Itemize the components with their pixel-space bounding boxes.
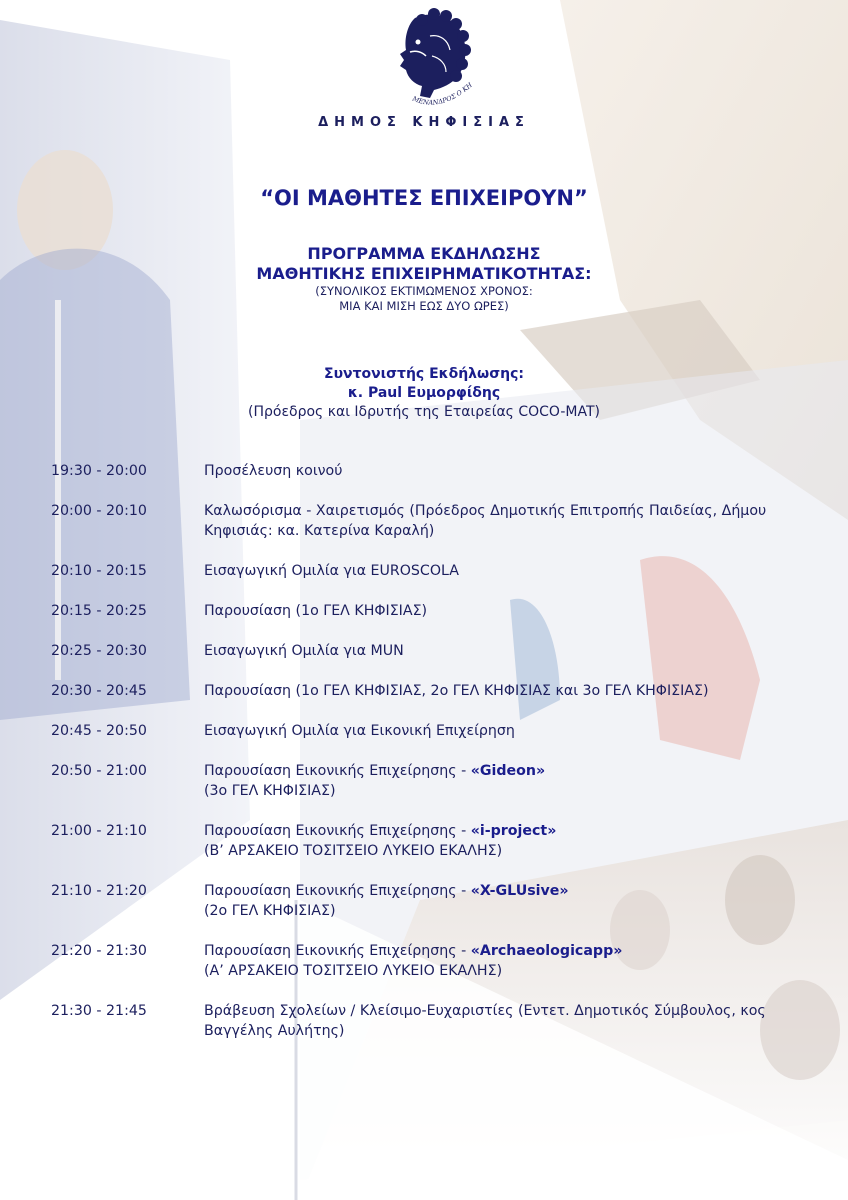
schedule-time: 20:25 - 20:30 (51, 643, 147, 659)
schedule-description: Καλωσόρισμα - Χαιρετισμός (Πρόεδρος Δημοτικής Επιτροπής Παιδείας, Δήμου Κηφισιάς: κα. Κατερίνα Καραλή) (204, 503, 767, 539)
company-name: «Gideon» (470, 763, 546, 779)
schedule-description: Εισαγωγική Ομιλία για Εικονική Επιχείρηση (204, 723, 515, 739)
schedule-row (51, 721, 811, 741)
school-name: (3ο ΓΕΛ ΚΗΦΙΣΙΑΣ) (204, 783, 336, 799)
schedule-time: 21:10 - 21:20 (51, 883, 147, 899)
schedule-time: 20:45 - 20:50 (51, 723, 147, 739)
schedule-row (51, 821, 811, 861)
schedule-description (204, 821, 811, 861)
schedule-time: 21:30 - 21:45 (51, 1003, 147, 1019)
schedule-description: Εισαγωγική Ομιλία για EUROSCOLA (204, 563, 459, 579)
schedule-time: 20:15 - 20:25 (51, 603, 147, 619)
company-name: «Archaeologicapp» (470, 943, 623, 959)
schedule-time: 21:00 - 21:10 (51, 823, 147, 839)
program-line-1: ΠΡΟΓΡΑΜΜΑ ΕΚΔΗΛΩΣΗΣ (307, 244, 541, 263)
duration-note-2: ΜΙΑ ΚΑΙ ΜΙΣΗ ΕΩΣ ΔΥΟ ΩΡΕΣ) (339, 299, 509, 313)
schedule-time: 20:30 - 20:45 (51, 683, 147, 699)
schedule-description: Εισαγωγική Ομιλία για MUN (204, 643, 404, 659)
school-name: (Β’ ΑΡΣΑΚΕΙΟ ΤΟΣΙΤΣΕΙΟ ΛΥΚΕΙΟ ΕΚΑΛΗΣ) (204, 843, 503, 859)
schedule-time: 20:00 - 20:10 (51, 503, 147, 519)
duration-note-1: (ΣΥΝΟΛΙΚΟΣ ΕΚΤΙΜΩΜΕΝΟΣ ΧΡΟΝΟΣ: (315, 284, 533, 298)
coordinator-role: (Πρόεδρος και Ιδρυτής της Εταιρείας COCO-MAT) (248, 404, 600, 420)
school-name: (Α’ ΑΡΣΑΚΕΙΟ ΤΟΣΙΤΣΕΙΟ ΛΥΚΕΙΟ ΕΚΑΛΗΣ) (204, 963, 503, 979)
event-title: “ΟΙ ΜΑΘΗΤΕΣ ΕΠΙΧΕΙΡΟΥΝ” (260, 186, 588, 210)
schedule-time: 21:20 - 21:30 (51, 943, 147, 959)
school-name: (2ο ΓΕΛ ΚΗΦΙΣΙΑΣ) (204, 903, 336, 919)
presentation-prefix: Παρουσίαση Εικονικής Επιχείρησης - (204, 823, 471, 839)
schedule-row (51, 641, 811, 661)
schedule-description: Προσέλευση κοινού (204, 463, 343, 479)
schedule-row (51, 681, 811, 701)
municipality-logo (370, 6, 490, 116)
coordinator-block (0, 365, 848, 422)
schedule-time: 20:10 - 20:15 (51, 563, 147, 579)
schedule-row (51, 941, 811, 981)
schedule-list (51, 461, 811, 1041)
company-name: «i-project» (470, 823, 557, 839)
schedule-description (204, 881, 811, 921)
coordinator-name: κ. Paul Ευμορφίδης (347, 385, 501, 401)
schedule-row (51, 761, 811, 801)
presentation-prefix: Παρουσίαση Εικονικής Επιχείρησης - (204, 883, 471, 899)
schedule-description: Παρουσίαση (1ο ΓΕΛ ΚΗΦΙΣΙΑΣ, 2ο ΓΕΛ ΚΗΦΙΣΙΑΣ και 3ο ΓΕΛ ΚΗΦΙΣΙΑΣ) (204, 683, 709, 699)
schedule-time: 20:50 - 21:00 (51, 763, 147, 779)
schedule-row (51, 461, 811, 481)
presentation-prefix: Παρουσίαση Εικονικής Επιχείρησης - (204, 763, 471, 779)
schedule-description: Βράβευση Σχολείων / Κλείσιμο-Ευχαριστίες (Εντετ. Δημοτικός Σύμβουλος, κος Βαγγέλης Αυλήτης) (204, 1003, 766, 1039)
logo-caption: ΜΕΝΑΝΔΡΟΣ Ο ΚΗ (411, 80, 474, 107)
program-line-2: ΜΑΘΗΤΙΚΗΣ ΕΠΙΧΕΙΡΗΜΑΤΙΚΟΤΗΤΑΣ: (256, 264, 592, 283)
schedule-row (51, 601, 811, 621)
schedule-row (51, 561, 811, 581)
schedule-time: 19:30 - 20:00 (51, 463, 147, 479)
program-heading (0, 244, 848, 314)
presentation-prefix: Παρουσίαση Εικονικής Επιχείρησης - (204, 943, 471, 959)
schedule-row (51, 881, 811, 921)
coordinator-label: Συντονιστής Εκδήλωσης: (324, 366, 524, 382)
schedule-row (51, 501, 811, 541)
schedule-row (51, 1001, 811, 1041)
schedule-description: Παρουσίαση (1ο ΓΕΛ ΚΗΦΙΣΙΑΣ) (204, 603, 428, 619)
municipality-name: ΔΗΜΟΣ ΚΗΦΙΣΙΑΣ (318, 115, 530, 130)
company-name: «X-GLUsive» (470, 883, 569, 899)
schedule-description (204, 941, 811, 981)
schedule-description (204, 761, 811, 801)
